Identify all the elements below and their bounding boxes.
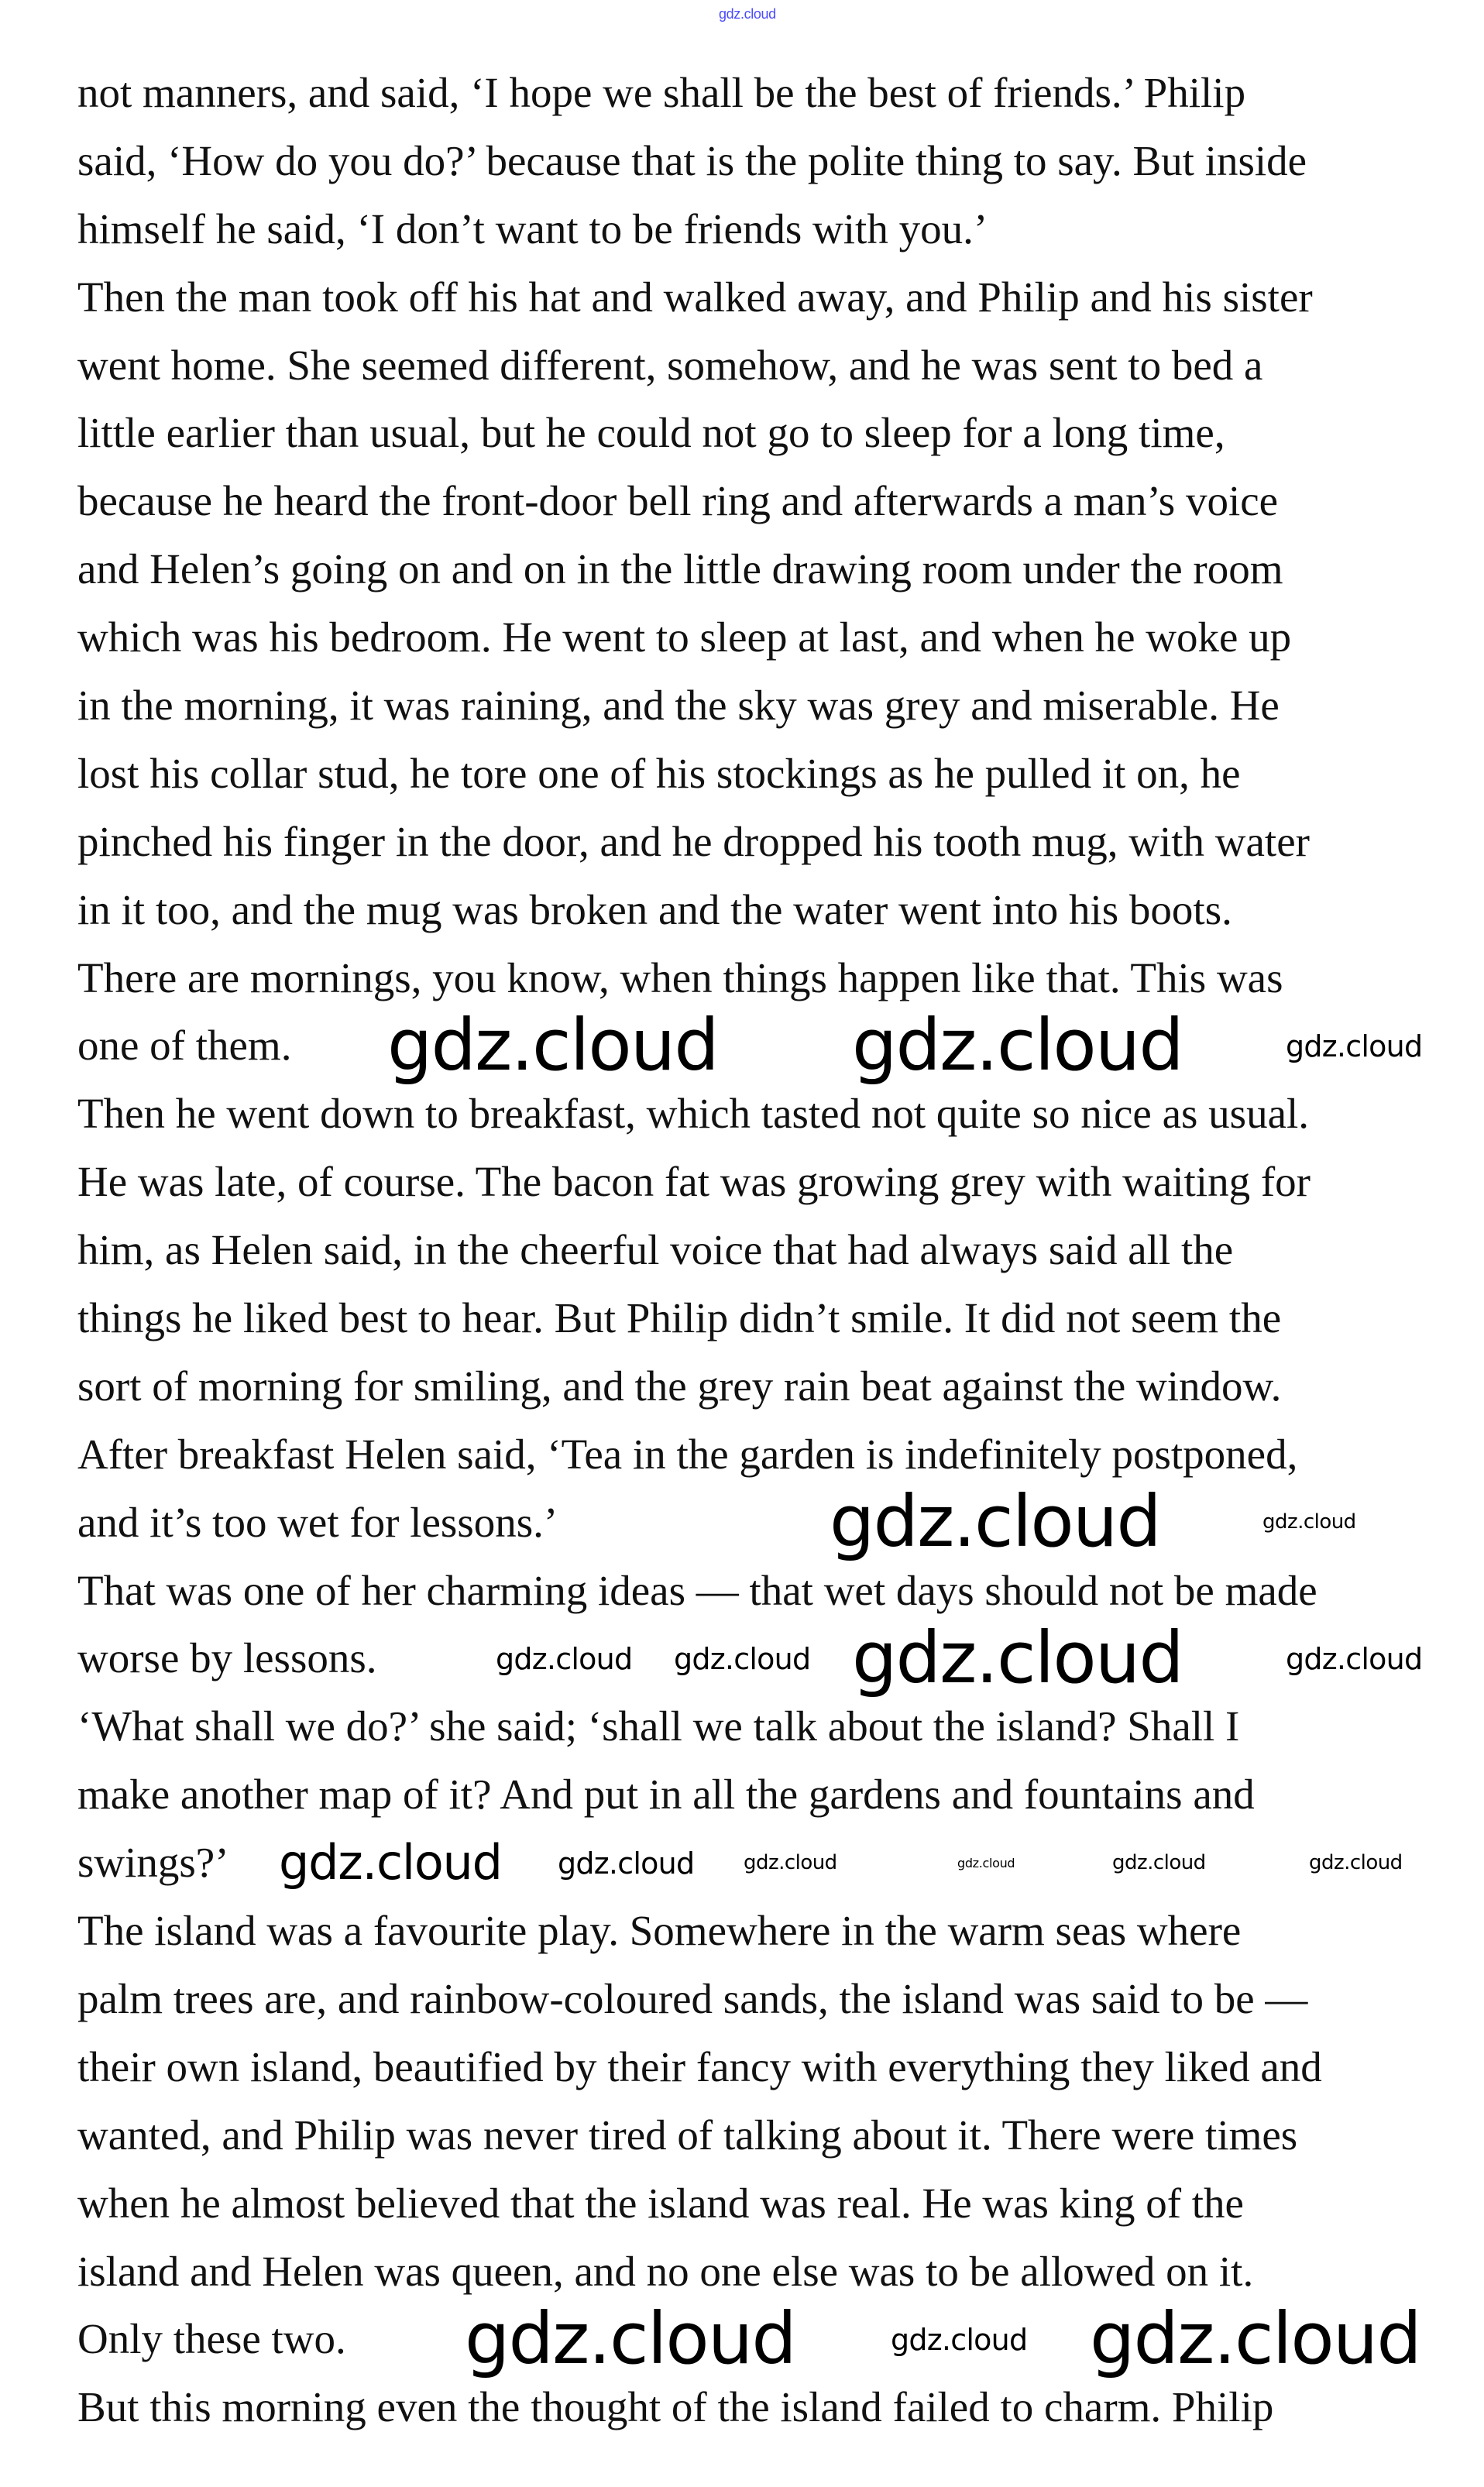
text-line: not manners, and said, ‘I hope we shall be the best of friends.’ Philip bbox=[77, 69, 1246, 116]
text-line: swings?’ bbox=[77, 1839, 229, 1887]
text-line: things he liked best to hear. But Philip didn’t smile. It did not seem the bbox=[77, 1294, 1282, 1342]
text-line: There are mornings, you know, when things happen like that. This was bbox=[77, 953, 1283, 1001]
watermark: gdz.cloud bbox=[1309, 1851, 1403, 1874]
watermark: gdz.cloud bbox=[852, 1004, 1183, 1087]
text-line: which was his bedroom. He went to sleep at last, and when he woke up bbox=[77, 613, 1292, 661]
watermark: gdz.cloud bbox=[1262, 1510, 1356, 1534]
text-line: sort of morning for smiling, and the grey rain beat against the window. bbox=[77, 1362, 1282, 1410]
text-line: lost his collar stud, he tore one of his stockings as he pulled it on, he bbox=[77, 749, 1241, 797]
text-line: went home. She seemed different, somehow, and he was sent to bed a bbox=[77, 341, 1263, 389]
watermark: gdz.cloud bbox=[891, 2323, 1028, 2357]
text-line: and it’s too wet for lessons.’ bbox=[77, 1498, 558, 1546]
watermark: gdz.cloud bbox=[496, 1642, 633, 1676]
watermark-top: gdz.cloud bbox=[719, 6, 776, 22]
watermark: gdz.cloud bbox=[1112, 1851, 1206, 1874]
text-line: make another map of it? And put in all the gardens and fountains and bbox=[77, 1771, 1255, 1819]
text-line: little earlier than usual, but he could not go to sleep for a long time, bbox=[77, 409, 1225, 457]
text-line: The island was a favourite play. Somewhere in the warm seas where bbox=[77, 1907, 1242, 1955]
text-line: island and Helen was queen, and no one else was to be allowed on it. bbox=[77, 2247, 1254, 2295]
text-line: in the morning, it was raining, and the sky was grey and miserable. He bbox=[77, 682, 1280, 730]
text-line: their own island, beautified by their fancy with everything they liked and bbox=[77, 2042, 1322, 2090]
watermark: gdz.cloud bbox=[465, 2297, 795, 2380]
text-line: in it too, and the mug was broken and the water went into his boots. bbox=[77, 885, 1232, 933]
text-line: ‘What shall we do?’ she said; ‘shall we talk about the island? Shall I bbox=[77, 1702, 1240, 1750]
text-line: worse by lessons. bbox=[77, 1634, 377, 1682]
watermark: gdz.cloud bbox=[558, 1846, 695, 1881]
text-line: palm trees are, and rainbow-coloured sands, the island was said to be — bbox=[77, 1974, 1308, 2022]
text-line: because he heard the front-door bell ring and afterwards a man’s voice bbox=[77, 477, 1279, 525]
watermark: gdz.cloud bbox=[852, 1616, 1183, 1699]
watermark: gdz.cloud bbox=[957, 1856, 1015, 1870]
text-line: Only these two. bbox=[77, 2315, 346, 2363]
text-line: when he almost believed that the island was real. He was king of the bbox=[77, 2179, 1244, 2227]
watermark: gdz.cloud bbox=[387, 1004, 718, 1087]
text-line: Then he went down to breakfast, which tasted not quite so nice as usual. bbox=[77, 1090, 1310, 1138]
watermark: gdz.cloud bbox=[1286, 1029, 1423, 1063]
watermark: gdz.cloud bbox=[279, 1834, 502, 1891]
text-line: After breakfast Helen said, ‘Tea in the garden is indefinitely postponed, bbox=[77, 1430, 1298, 1478]
text-line: wanted, and Philip was never tired of talking about it. There were times bbox=[77, 2111, 1298, 2159]
text-line: He was late, of course. The bacon fat was growing grey with waiting for bbox=[77, 1158, 1311, 1206]
watermark: gdz.cloud bbox=[1090, 2297, 1420, 2380]
text-line: That was one of her charming ideas — that wet days should not be made bbox=[77, 1566, 1317, 1614]
text-line: him, as Helen said, in the cheerful voice that had always said all the bbox=[77, 1226, 1234, 1274]
text-line: Then the man took off his hat and walked away, and Philip and his sister bbox=[77, 273, 1313, 321]
watermark: gdz.cloud bbox=[674, 1642, 811, 1676]
text-line: himself he said, ‘I don’t want to be friends with you.’ bbox=[77, 204, 988, 252]
text-line: But this morning even the thought of the island failed to charm. Philip bbox=[77, 2383, 1274, 2431]
story-text bbox=[77, 59, 1456, 2441]
watermark: gdz.cloud bbox=[1286, 1642, 1423, 1676]
watermark: gdz.cloud bbox=[830, 1480, 1160, 1563]
watermark: gdz.cloud bbox=[744, 1851, 837, 1874]
text-line: said, ‘How do you do?’ because that is the polite thing to say. But inside bbox=[77, 136, 1307, 184]
text-line: one of them. bbox=[77, 1022, 292, 1070]
text-line: pinched his finger in the door, and he dropped his tooth mug, with water bbox=[77, 817, 1310, 865]
text-line: and Helen’s going on and on in the little drawing room under the room bbox=[77, 545, 1283, 593]
